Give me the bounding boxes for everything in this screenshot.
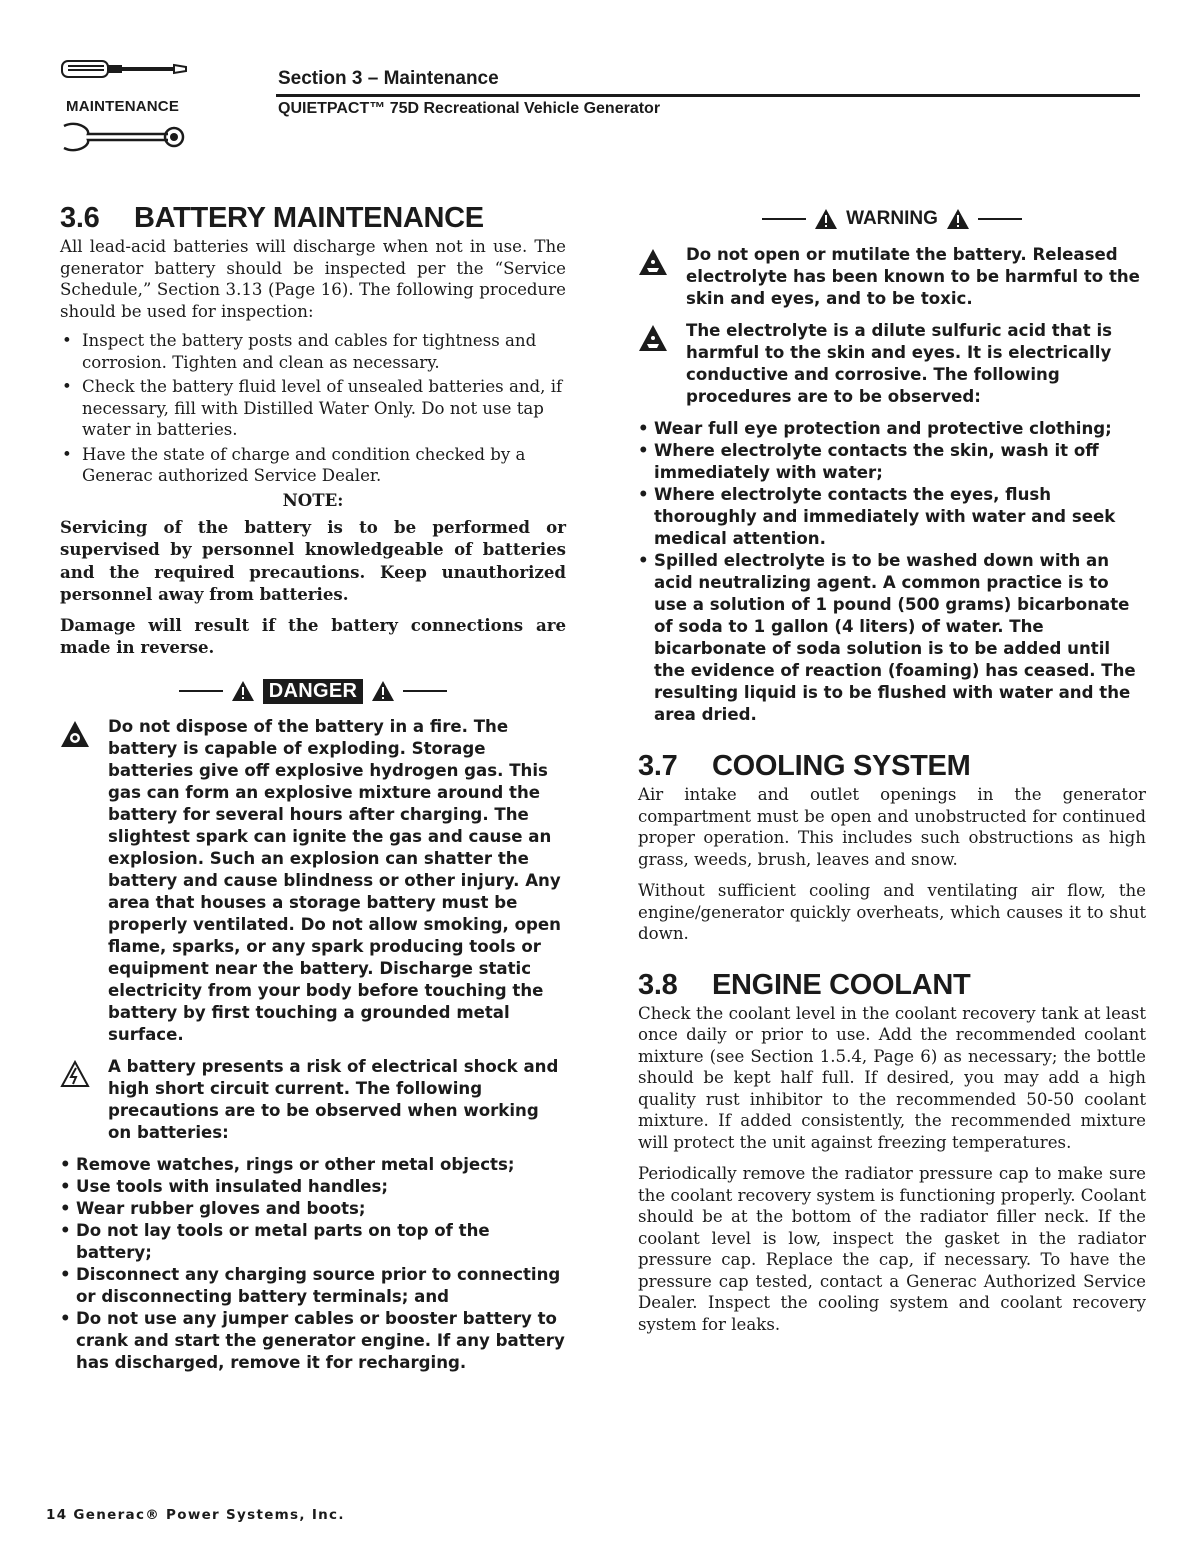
shock-text: A battery presents a risk of electrical shock and high short circuit current. The following precautions are to be observed when working on batteries:	[108, 1056, 559, 1142]
section-title: ENGINE COOLANT	[712, 968, 971, 1001]
list-item: • Disconnect any charging source prior to connecting or disconnecting battery terminals; and	[60, 1264, 566, 1308]
note-label: NOTE:	[282, 489, 344, 510]
maintenance-logo	[60, 58, 190, 158]
logo-label: MAINTENANCE	[66, 98, 180, 115]
cooling-paragraph: Air intake and outlet openings in the generator compartment must be open and unobstructed for continued proper operation. This includes such obstructions as high grass, weeds, brush, leaves and snow.	[638, 785, 1146, 869]
electrical-shock-icon	[60, 1060, 90, 1088]
battery-intro: All lead-acid batteries will discharge when not in use. The generator battery should be inspected per the “Service Schedule,” Section 3.13 (Page 16). The following procedure should be used for inspection:	[60, 237, 566, 321]
note-paragraph: Servicing of the battery is to be performed or supervised by personnel knowledgeable of batteries and the required precautions. Keep unauthorized personnel away from batteries.	[60, 516, 566, 604]
electrolyte-block	[638, 320, 1146, 408]
warning-text: Do not open or mutilate the battery. Released electrolyte has been known to be harmful to the skin and eyes, and to be toxic.	[686, 245, 1140, 308]
list-item: • Wear full eye protection and protective clothing;	[638, 418, 1146, 440]
cooling-paragraph: Without sufficient cooling and ventilating air flow, the engine/generator quickly overheats, which causes it to shut down.	[638, 881, 1146, 943]
coolant-paragraph: Check the coolant level in the coolant recovery tank at least once daily or prior to use. Add the recommended coolant mixture (see Section 1.5.4, Page 6) as necessary; the bottle should be kept half full. If desired, you may add a high quality rust inhibitor to the recommended 50-50 coolant mixture. If added consistently, the recommended mixture will protect the unit against freezing temperatures.	[638, 1003, 1146, 1152]
section-number: 3.7	[638, 750, 678, 782]
danger-label: DANGER	[263, 679, 363, 704]
section-header: Section 3 – Maintenance	[278, 68, 499, 89]
section-number: 3.6	[60, 202, 100, 234]
list-item: • Where electrolyte contacts the eyes, flush thoroughly and immediately with water and seek medical attention.	[638, 484, 1146, 550]
danger-text: Do not dispose of the battery in a fire. The battery is capable of exploding. Storage batteries give off explosive hydrogen gas. This gas can form an explosive mixture around the battery for several hours after charging. The slightest spark can ignite the gas and cause an explosion. Such an explosion can shatter the battery and cause blindness or other injury. Any area that houses a storage battery must be properly ventilated. Do not allow smoking, open flame, sparks, or any spark producing tools or equipment near the battery. Discharge static electricity from your body before touching the battery by first touching a grounded metal surface.	[108, 716, 561, 1044]
explosion-hazard-icon	[60, 720, 90, 748]
left-column	[60, 200, 566, 1374]
screwdriver-icon	[60, 58, 190, 80]
shock-block	[60, 1056, 566, 1144]
header-rule	[276, 94, 1140, 97]
warning-heading	[638, 208, 1146, 230]
danger-heading	[60, 679, 566, 704]
product-subtitle: QUIETPACT™ 75D Recreational Vehicle Generator	[278, 100, 661, 117]
coolant-heading	[638, 967, 1146, 1003]
hazard-triangle-icon	[946, 208, 970, 230]
right-column	[638, 200, 1146, 1335]
warning-label: WARNING	[846, 208, 938, 229]
list-item: • Inspect the battery posts and cables for tightness and corrosion. Tighten and clean as necessary.	[60, 330, 566, 373]
corrosive-hazard-icon	[638, 324, 668, 352]
warning-block	[638, 244, 1146, 310]
section-number: 3.8	[638, 968, 678, 1001]
list-item: • Where electrolyte contacts the skin, wash it off immediately with water;	[638, 440, 1146, 484]
list-item: • Do not lay tools or metal parts on top of the battery;	[60, 1220, 566, 1264]
list-item: • Use tools with insulated handles;	[60, 1176, 566, 1198]
wrench-icon	[60, 122, 190, 152]
list-item: • Do not use any jumper cables or booster battery to crank and start the generator engine. If any battery has discharged, remove it for recharging.	[60, 1308, 566, 1374]
list-item: • Have the state of charge and condition checked by a Generac authorized Service Dealer.	[60, 444, 566, 487]
hazard-triangle-icon	[814, 208, 838, 230]
cooling-heading	[638, 748, 1146, 784]
battery-heading	[60, 200, 566, 236]
shock-precautions-list	[60, 1154, 566, 1374]
coolant-paragraph: Periodically remove the radiator pressure cap to make sure the coolant recovery system is functioning properly. Coolant should be at the bottom of the radiator filler neck. If the coolant level is low, inspect the gasket in the radiator pressure cap. Replace the cap, if necessary. To have the pressure cap tested, contact a Generac Authorized Service Dealer. Inspect the cooling system and coolant recovery system for leaks.	[638, 1164, 1146, 1334]
page-footer: 14 Generac® Power Systems, Inc.	[46, 1507, 345, 1523]
list-item: • Wear rubber gloves and boots;	[60, 1198, 566, 1220]
list-item: • Check the battery fluid level of unsealed batteries and, if necessary, fill with Distilled Water Only. Do not use tap water in batteries.	[60, 376, 566, 441]
section-title: BATTERY MAINTENANCE	[134, 202, 484, 234]
list-item: • Remove watches, rings or other metal objects;	[60, 1154, 566, 1176]
hazard-triangle-icon	[231, 680, 255, 702]
list-item: • Spilled electrolyte is to be washed down with an acid neutralizing agent. A common practice is to use a solution of 1 pound (500 grams) bicarbonate of soda to 1 gallon (4 liters) of water. The bicarbonate of soda solution is to be added until the evidence of reaction (foaming) has ceased. The resulting liquid is to be flushed with water and the area dried.	[638, 550, 1146, 726]
electrolyte-procedures-list	[638, 418, 1146, 726]
note-paragraph: Damage will result if the battery connections are made in reverse.	[60, 614, 566, 657]
danger-block	[60, 716, 566, 1046]
corrosive-hazard-icon	[638, 248, 668, 276]
electrolyte-text: The electrolyte is a dilute sulfuric acid that is harmful to the skin and eyes. It is electrically conductive and corrosive. The following procedures are to be observed:	[686, 321, 1113, 406]
inspection-list	[60, 330, 566, 487]
section-title: COOLING SYSTEM	[712, 750, 971, 782]
hazard-triangle-icon	[371, 680, 395, 702]
